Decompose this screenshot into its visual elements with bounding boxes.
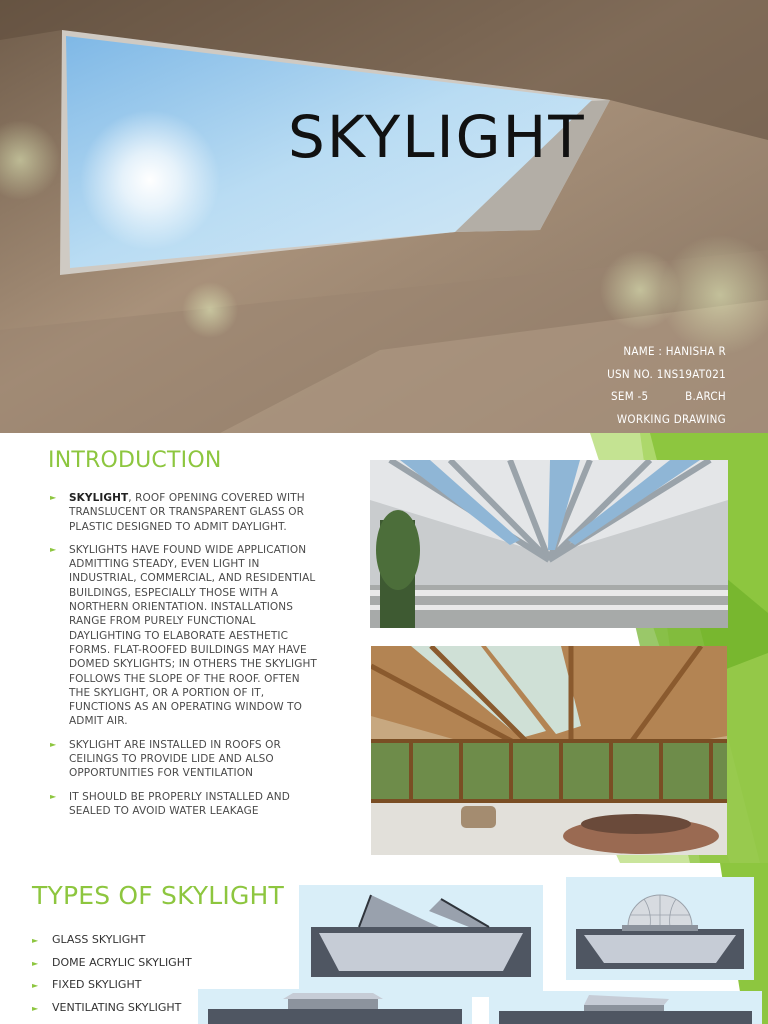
arrow-right-icon: ► bbox=[50, 739, 57, 749]
subject: WORKING DRAWING bbox=[616, 411, 726, 426]
arrow-right-icon: ► bbox=[50, 493, 57, 502]
list-item bbox=[32, 978, 192, 1001]
arrow-right-icon: ► bbox=[32, 958, 39, 968]
fixed-skylight-diagram bbox=[198, 989, 472, 1024]
author-info bbox=[607, 340, 726, 430]
bullet-text: SKYLIGHT ARE INSTALLED IN ROOFS OR CEILINGS TO PROVIDE LIDE AND ALSO OPPORTUNITIES FOR VENTILATION bbox=[69, 738, 281, 780]
type-label: DOME ACRYLIC SKYLIGHT bbox=[52, 955, 192, 969]
dome-skylight-diagram bbox=[566, 877, 754, 980]
list-item bbox=[32, 1001, 192, 1024]
types-list bbox=[32, 933, 192, 1023]
bullet-text: SKYLIGHTS HAVE FOUND WIDE APPLICATION ADMITTING STEADY, EVEN LIGHT IN INDUSTRIAL, COMMERCIAL, AND RESIDENTIAL BUILDINGS, ESPECIALLY THOSE WITH A NORTHERN ORIENTATION. INSTALLATIONS RANGE FROM PURELY FUNCTIONAL DAYLIGHTING TO ELABORATE AESTHETIC FORMS. FLAT-ROOFED BUILDINGS MAY HAVE DOMED SKYLIGHTS; IN OTHERS THE SKYLIGHT FOLLOWS THE SLOPE OF THE ROOF. OFTEN THE SKYLIGHT, OR A PORTION OF IT, FUNCTIONS AS AN OPERATING WINDOW TO ADMIT AIR. bbox=[69, 543, 317, 728]
bullet-text: IT SHOULD BE PROPERLY INSTALLED AND SEALED TO AVOID WATER LEAKAGE bbox=[69, 790, 290, 817]
list-item bbox=[50, 491, 322, 534]
cover-title: SKYLIGHT bbox=[288, 103, 586, 171]
introduction-heading: INTRODUCTION bbox=[48, 448, 222, 473]
list-item bbox=[32, 956, 192, 979]
sunroom-skylight-photo bbox=[371, 646, 727, 855]
semester-row bbox=[607, 385, 726, 408]
list-item bbox=[50, 738, 322, 781]
glass-skylight-diagram bbox=[299, 885, 543, 997]
list-item bbox=[32, 933, 192, 956]
arrow-right-icon: ► bbox=[32, 981, 39, 990]
type-label: GLASS SKYLIGHT bbox=[52, 933, 146, 946]
author-name: NAME : HANISHA R bbox=[623, 344, 726, 358]
ventilating-skylight-diagram bbox=[489, 991, 762, 1024]
introduction-bullets bbox=[50, 491, 322, 827]
arrow-right-icon: ► bbox=[32, 1003, 39, 1013]
bullet-text: , ROOF OPENING COVERED WITH TRANSLUCENT OR TRANSPARENT GLASS OR PLASTIC DESIGNED TO ADMIT DAYLIGHT. bbox=[69, 492, 305, 533]
arrow-right-icon: ► bbox=[50, 544, 57, 554]
program: B.ARCH bbox=[685, 389, 726, 403]
type-label: VENTILATING SKYLIGHT bbox=[52, 1000, 182, 1014]
semester: SEM -5 bbox=[611, 389, 649, 403]
types-slide bbox=[0, 863, 768, 1024]
list-item bbox=[50, 543, 322, 729]
cover-slide bbox=[0, 0, 768, 433]
introduction-slide bbox=[0, 433, 768, 863]
atrium-skylight-photo bbox=[370, 460, 728, 628]
usn-number: USN NO. 1NS19AT021 bbox=[607, 366, 726, 381]
bold-term: SKYLIGHT bbox=[69, 492, 129, 504]
types-heading: TYPES OF SKYLIGHT bbox=[32, 881, 285, 910]
type-label: FIXED SKYLIGHT bbox=[52, 978, 142, 991]
arrow-right-icon: ► bbox=[32, 936, 39, 945]
list-item bbox=[50, 790, 322, 819]
arrow-right-icon: ► bbox=[50, 791, 57, 801]
